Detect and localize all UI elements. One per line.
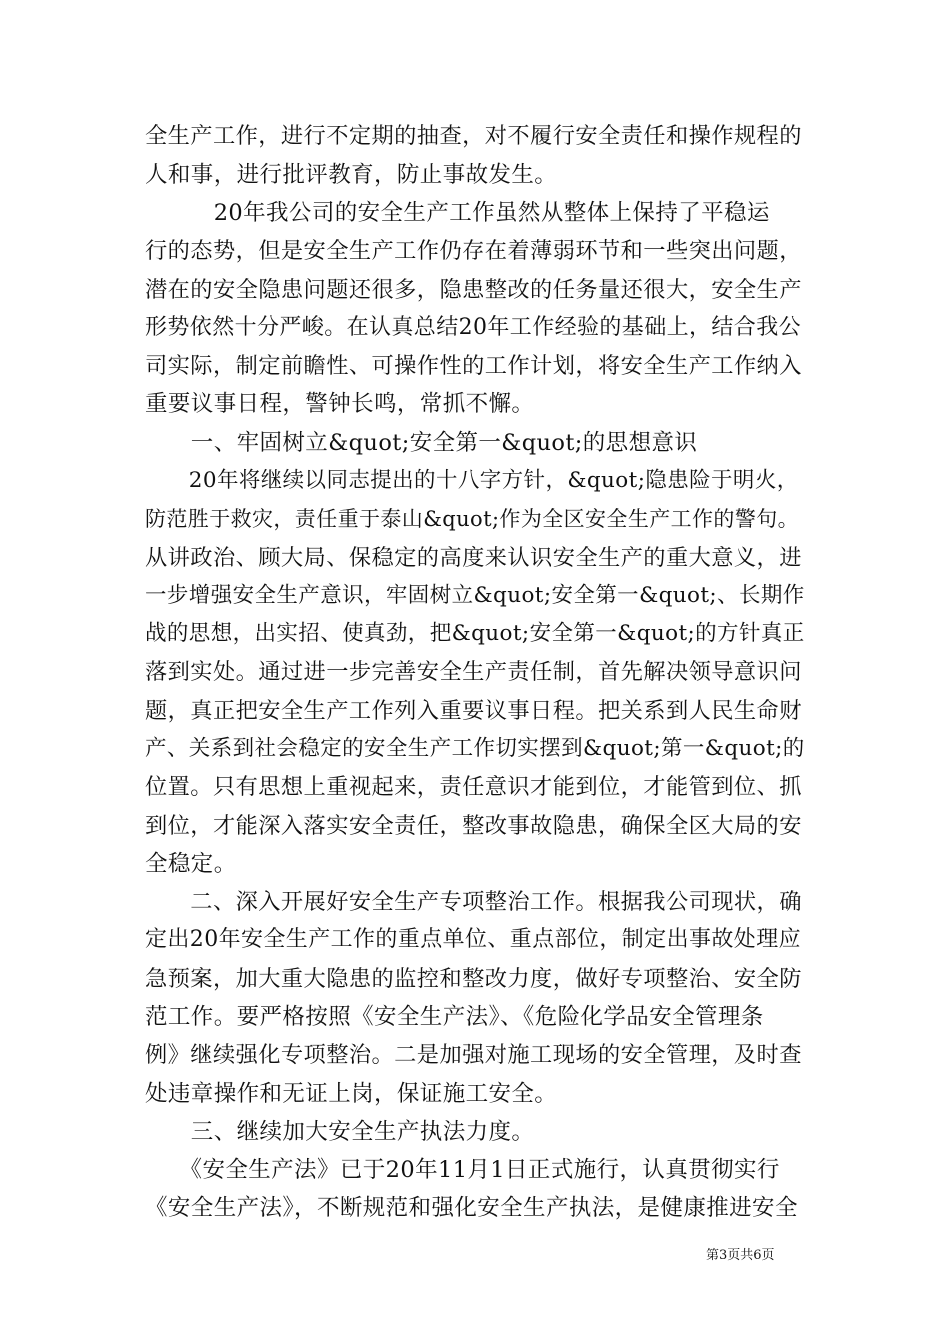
body-text-line: 处违章操作和无证上岗，保证施工安全。 — [145, 1081, 558, 1107]
body-text-line: 位置。只有思想上重视起来，责任意识才能到位，才能管到位、抓 — [145, 774, 802, 800]
body-text-line: 司实际，制定前瞻性、可操作性的工作计划，将安全生产工作纳入 — [145, 353, 802, 379]
body-text-line: 人和事，进行批评教育，防止事故发生。 — [145, 162, 558, 188]
body-text-line: 全生产工作，进行不定期的抽查，对不履行安全责任和操作规程的 — [145, 123, 802, 149]
body-text-line: 战的思想，出实招、使真劲，把&quot;安全第一&quot;的方针真正 — [145, 621, 805, 646]
body-text-line: 潜在的安全隐患问题还很多，隐患整改的任务量还很大，安全生产 — [145, 277, 802, 303]
body-text-line: 《安全生产法》，不断规范和强化安全生产执法，是健康推进安全 — [145, 1195, 798, 1221]
section-heading: 一、牢固树立&quot;安全第一&quot;的思想意识 — [145, 430, 698, 456]
body-text-line: 定出20年安全生产工作的重点单位、重点部位，制定出事故处理应 — [145, 927, 801, 952]
body-text-line: 产、关系到社会稳定的安全生产工作切实摆到&quot;第一&quot;的 — [145, 736, 805, 761]
body-text-line: 例》继续强化专项整治。二是加强对施工现场的安全管理，及时查 — [145, 1042, 802, 1068]
page-number-footer: 第3页共6页 — [706, 1248, 775, 1263]
body-text-line: 20年将继续以同志提出的十八字方针，&quot;隐患险于明火， — [145, 468, 799, 493]
body-text-line: 落到实处。通过进一步完善安全生产责任制，首先解决领导意识问 — [145, 659, 802, 685]
body-text-line: 全稳定。 — [145, 851, 237, 877]
body-text-line: 一步增强安全生产意识，牢固树立&quot;安全第一&quot;、长期作 — [145, 583, 805, 608]
body-text-line: 20年我公司的安全生产工作虽然从整体上保持了平稳运 — [145, 200, 770, 226]
body-text-line: 到位，才能深入落实安全责任，整改事故隐患，确保全区大局的安 — [145, 813, 802, 839]
body-text-line: 从讲政治、顾大局、保稳定的高度来认识安全生产的重大意义，进 — [145, 545, 802, 571]
body-text-line: 形势依然十分严峻。在认真总结20年工作经验的基础上，结合我公 — [145, 315, 801, 340]
body-text-line: 重要议事日程，警钟长鸣，常抓不懈。 — [145, 391, 535, 417]
body-text-line: 防范胜于救灾，责任重于泰山&quot;作为全区安全生产工作的警句。 — [145, 507, 800, 531]
body-text-line: 范工作。要严格按照《安全生产法》、《危险化学品安全管理条 — [145, 1004, 764, 1030]
section-heading: 三、继续加大安全生产执法力度。 — [145, 1119, 535, 1145]
body-text-line: 题，真正把安全生产工作列入重要议事日程。把关系到人民生命财 — [145, 698, 802, 724]
section-heading: 二、深入开展好安全生产专项整治工作。根据我公司现状，确 — [145, 889, 802, 915]
body-text-line: 急预案，加大重大隐患的监控和整改力度，做好专项整治、安全防 — [145, 966, 802, 992]
body-text-line: 《安全生产法》已于20年11月1日正式施行，认真贯彻实行 — [145, 1157, 780, 1183]
body-text-line: 行的态势，但是安全生产工作仍存在着薄弱环节和一些突出问题， — [145, 238, 802, 264]
